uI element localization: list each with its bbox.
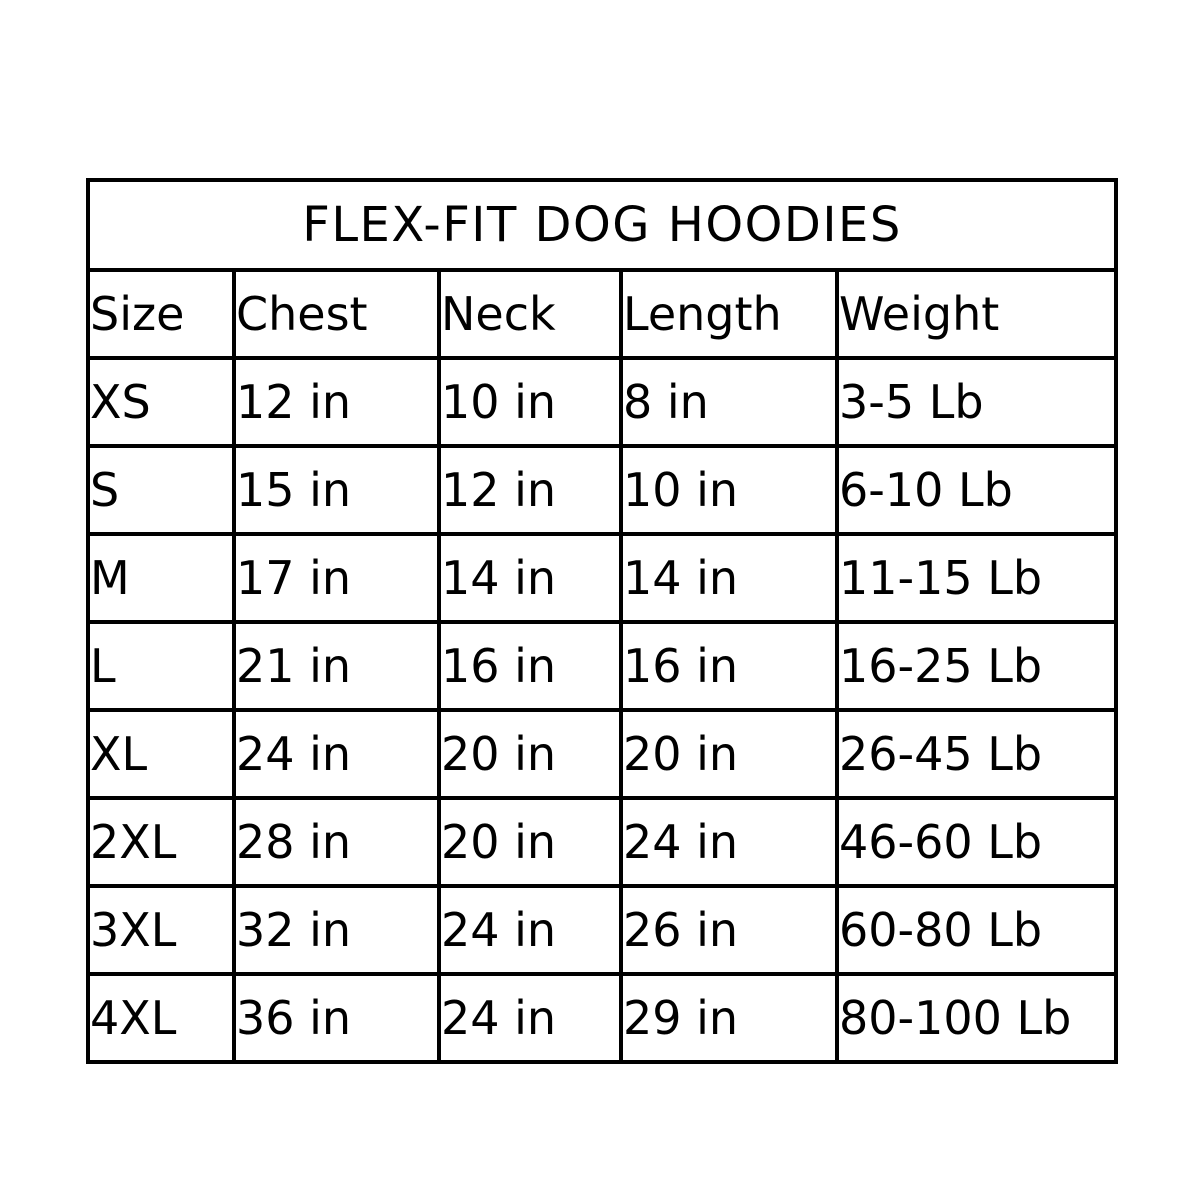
cell-neck: 24 in <box>439 886 621 974</box>
cell-weight: 60-80 Lb <box>837 886 1116 974</box>
chart-title: FLEX-FIT DOG HOODIES <box>88 180 1116 270</box>
cell-weight: 26-45 Lb <box>837 710 1116 798</box>
cell-chest: 21 in <box>234 622 439 710</box>
cell-chest: 15 in <box>234 446 439 534</box>
cell-weight: 16-25 Lb <box>837 622 1116 710</box>
cell-neck: 20 in <box>439 710 621 798</box>
table-title-row <box>88 180 1116 270</box>
column-header-chest: Chest <box>234 270 439 358</box>
cell-size: S <box>88 446 234 534</box>
cell-size: 3XL <box>88 886 234 974</box>
cell-chest: 36 in <box>234 974 439 1062</box>
column-header-length: Length <box>621 270 837 358</box>
cell-weight: 3-5 Lb <box>837 358 1116 446</box>
table-header-row <box>88 270 1116 358</box>
column-header-size: Size <box>88 270 234 358</box>
cell-size: L <box>88 622 234 710</box>
cell-neck: 14 in <box>439 534 621 622</box>
cell-size: XL <box>88 710 234 798</box>
cell-chest: 17 in <box>234 534 439 622</box>
size-chart-table <box>86 178 1118 1064</box>
table-row <box>88 622 1116 710</box>
cell-length: 29 in <box>621 974 837 1062</box>
cell-length: 10 in <box>621 446 837 534</box>
cell-size: 4XL <box>88 974 234 1062</box>
cell-size: XS <box>88 358 234 446</box>
column-header-weight: Weight <box>837 270 1116 358</box>
cell-chest: 32 in <box>234 886 439 974</box>
table-row <box>88 710 1116 798</box>
cell-weight: 80-100 Lb <box>837 974 1116 1062</box>
table-row <box>88 974 1116 1062</box>
table-row <box>88 798 1116 886</box>
cell-length: 16 in <box>621 622 837 710</box>
table-row <box>88 358 1116 446</box>
cell-neck: 24 in <box>439 974 621 1062</box>
cell-weight: 11-15 Lb <box>837 534 1116 622</box>
table-row <box>88 534 1116 622</box>
size-chart-container <box>86 178 1114 1064</box>
cell-neck: 12 in <box>439 446 621 534</box>
table-row <box>88 886 1116 974</box>
cell-length: 8 in <box>621 358 837 446</box>
cell-chest: 28 in <box>234 798 439 886</box>
column-header-neck: Neck <box>439 270 621 358</box>
cell-length: 20 in <box>621 710 837 798</box>
cell-length: 24 in <box>621 798 837 886</box>
cell-weight: 46-60 Lb <box>837 798 1116 886</box>
cell-weight: 6-10 Lb <box>837 446 1116 534</box>
cell-neck: 16 in <box>439 622 621 710</box>
cell-size: 2XL <box>88 798 234 886</box>
table-row <box>88 446 1116 534</box>
cell-chest: 12 in <box>234 358 439 446</box>
cell-length: 14 in <box>621 534 837 622</box>
cell-neck: 10 in <box>439 358 621 446</box>
cell-size: M <box>88 534 234 622</box>
cell-chest: 24 in <box>234 710 439 798</box>
cell-length: 26 in <box>621 886 837 974</box>
cell-neck: 20 in <box>439 798 621 886</box>
